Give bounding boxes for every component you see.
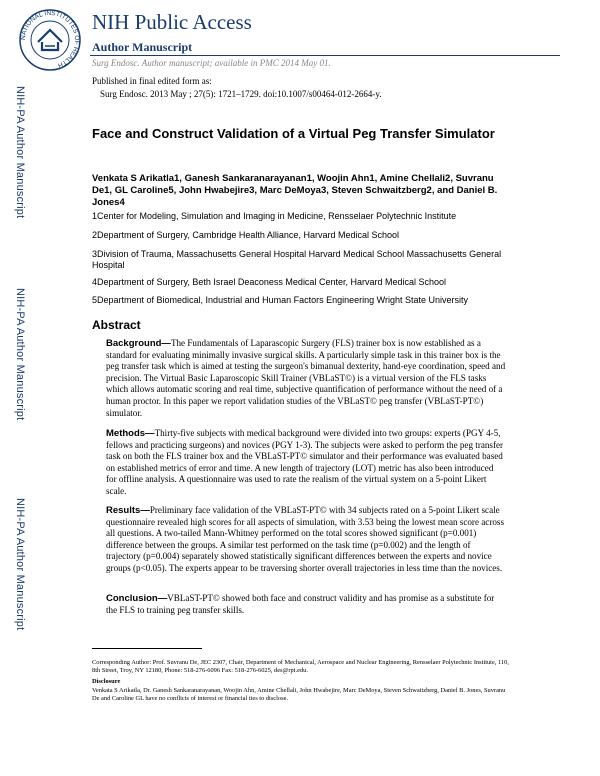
- journal-header-title: NIH Public Access: [92, 10, 252, 34]
- side-label-1: NIH-PA Author Manuscript: [14, 86, 26, 219]
- publication-info: [92, 75, 382, 101]
- results-text: Preliminary face validation of the VBLaST-PT© with 34 subjects rated on a 5-point Likert scale questionnaire revealed high scores for all aspects of simulation, with 3.53 being the lowest mean score across all questions. A two-tailed Mann-Whitney performed on the total scores showed significant (p=0.001) difference between the groups. A similar test performed on the task time (p=0.002) and the length of trajectory (p=0.004) separately showed statistically significant differences between the experts and novice groups (p<0.05). The experts appear to be traversing shorter overall trajectories in less time than the novices.: [106, 505, 504, 573]
- affiliation-3: 3Division of Trauma, Massachusetts General Hospital Harvard Medical School Massachusetts General Hospital: [92, 249, 502, 270]
- abstract-methods: [106, 428, 506, 498]
- footnote-divider: [92, 648, 202, 649]
- disclosure-text: Venkata S Arikatla, Dr. Ganesh Sankaranarayanan, Woojin Ahn, Amine Chellali, John Hwabejire, Marc DeMoya, Steven Schwaitzberg, Daniel B. Jones, Suvranu De and Caroline GL have no conflicts of interest or financial ties to disclose.: [92, 687, 506, 703]
- affiliation-4: 4Department of Surgery, Beth Israel Deaconess Medical Center, Harvard Medical School: [92, 277, 447, 287]
- conclusion-label: Conclusion—: [106, 593, 168, 604]
- affiliation-5: 5Department of Biomedical, Industrial and Human Factors Engineering Wright State University: [92, 295, 469, 305]
- header-divider: [90, 55, 560, 56]
- author-list: Venkata S Arikatla1, Ganesh Sankaranarayanan1, Woojin Ahn1, Amine Chellali2, Suvranu De1, GL Caroline5, John Hwabejire3, Marc DeMoya3, Steven Schwaitzberg2, and Daniel B. Jones4: [92, 173, 498, 208]
- results-label: Results—: [106, 505, 150, 516]
- methods-text: Thirty-five subjects with medical background were divided into two groups: experts (PGY 4-5, fellows and practicing surgeons) and novices (PGY 1-3). The subjects were asked to perform the peg transfer task on both the FLS trainer box and the VBLaST-PT© simulator and their performance was evaluated based on established metrics of error and time. A new length of trajectory (LOT) metric has also been introduced for offline analysis. A questionnaire was used to rate the realism of the virtual system on a 5-point Likert scale.: [106, 428, 504, 496]
- background-label: Background—: [106, 338, 171, 349]
- nih-logo: [18, 8, 82, 72]
- disclosure-heading: Disclosure: [92, 678, 121, 685]
- availability-note: Surg Endosc. Author manuscript; available in PMC 2014 May 01.: [92, 58, 331, 68]
- abstract-results: [106, 505, 506, 575]
- abstract-heading: Abstract: [92, 318, 141, 332]
- citation-line: Surg Endosc. 2013 May ; 27(5): 1721–1729. doi:10.1007/s00464-012-2664-y.: [100, 89, 382, 99]
- side-label-2: NIH-PA Author Manuscript: [14, 288, 26, 421]
- published-line: Published in final edited form as:: [92, 76, 212, 86]
- methods-label: Methods—: [106, 428, 155, 439]
- side-label-3: NIH-PA Author Manuscript: [14, 498, 26, 631]
- corresponding-author-note: Corresponding Author: Prof. Suvranu De, JEC 2307, Chair, Department of Mechanical, Aerospace and Nuclear Engineering, Rensselaer Polytechnic Institute, 110, 8th Street, Troy, NY 12180, Phone: 518-276-6096 Fax: 518-276-6025, des@rpi.edu.: [92, 659, 509, 675]
- abstract-background: [106, 338, 506, 419]
- abstract-conclusion: [106, 593, 506, 616]
- journal-header-subtitle: Author Manuscript: [92, 40, 193, 54]
- paper-title: Face and Construct Validation of a Virtual Peg Transfer Simulator: [92, 126, 495, 141]
- logo-text: NATIONAL INSTITUTES OF HEALTH: [19, 9, 81, 69]
- conclusion-text: VBLaST-PT© showed both face and construct validity and has promise as a substitute for the FLS to training peg transfer skills.: [106, 593, 495, 615]
- background-text: The Fundamentals of Laparascopic Surgery (FLS) trainer box is now established as a standard for evaluating minimally invasive surgical skills. A particularly simple task in this trainer box is the peg transfer task which is aimed at testing the surgeon's bimanual dexterity, hand-eye coordination, speed and precision. The Virtual Basic Laparoscopic Skill Trainer (VBLaST©) is a virtual version of the FLS tasks which allows automatic scoring and real time, subjective quantification of performance without the need of a human proctor. In this paper we report validation studies of the VBLaST© peg transfer (VBLaST-PT©) simulator.: [106, 338, 506, 418]
- affiliation-1: 1Center for Modeling, Simulation and Imaging in Medicine, Rensselaer Polytechnic Institute: [92, 211, 457, 221]
- affiliation-2: 2Department of Surgery, Cambridge Health Alliance, Harvard Medical School: [92, 230, 399, 240]
